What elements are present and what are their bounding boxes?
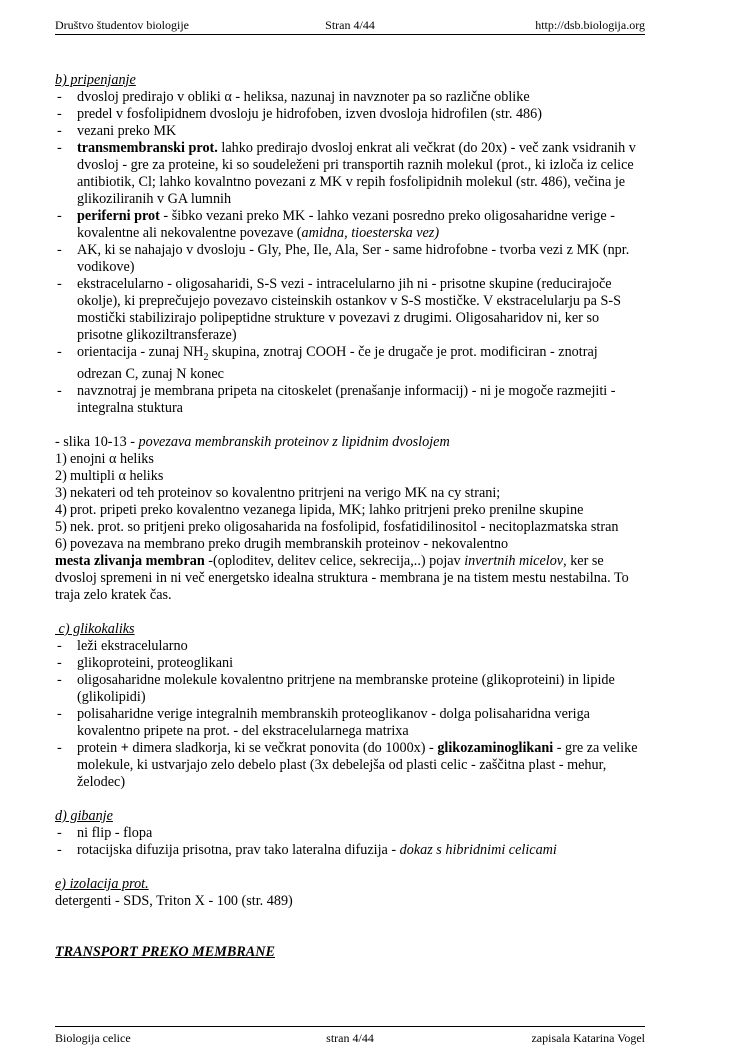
list-item: - navznotraj je membrana pripeta na citoskelet (prenašanje informacij) - ni je mogoče razmejiti - integralna stuktura [55, 383, 645, 417]
list-item: - transmembranski prot. lahko predirajo dvosloj enkrat ali večkrat (do 20x) - več zank vsidranih v dvosloj - gre za proteine, ki so soudeleženi pri transportih raznih molekul (prot., ki izloča iz celice antibiotik, Cl; lahko kovalntno povezani z MK v repih fosfolipidnih molekul (str. 486), večina je glikoziliranih v GA lumnih [55, 140, 645, 208]
list-item: - oligosaharidne molekule kovalentno pritrjene na membranske proteine (glikoproteini) in lipide (glikolipidi) [55, 672, 645, 706]
section-c-title: c) glikokaliks [55, 620, 135, 637]
section-d-list [55, 825, 645, 859]
list-item: - dvosloj predirajo v obliki α - heliksa, nazunaj in navznoter pa so različne oblike [55, 89, 645, 106]
list-item: 1) enojni α heliks [55, 450, 154, 467]
header-page-number: Stran 4/44 [325, 18, 375, 32]
list-item: - orientacija - zunaj $NH_2$ skupina, znotraj COOH - če je drugače je prot. modificiran - znotraj odrezan C, zunaj N konec [55, 344, 645, 383]
list-item: - ni flip - flopa [55, 825, 645, 842]
list-item: 5) nek. prot. so pritjeni preko oligosaharida na fosfolipid, fosfatidilinositol - necitoplazmatska stran [55, 518, 619, 535]
page-footer [55, 1026, 645, 1048]
list-item: - protein + dimera sladkorja, ki se večkrat ponovita (do 1000x) - glikozaminoglikani - gre za velike molekule, ki ustvarjajo zelo debelo plast (3x debelejša od plasti celic - zaščitna plast - mehur, želodec) [55, 740, 645, 791]
section-e-text: detergenti - SDS, Triton X - 100 (str. 489) [55, 892, 293, 909]
list-item: 2) multipli α heliks [55, 467, 164, 484]
footer-left: Biologija celice [55, 1031, 131, 1045]
figure-numbered-list [55, 451, 645, 553]
list-item: - AK, ki se nahajajo v dvosloju - Gly, Phe, Ile, Ala, Ser - same hidrofobne - tvorba vezi z MK (npr. vodikove) [55, 242, 645, 276]
section-d-title: d) gibanje [55, 807, 113, 824]
footer-author: zapisala Katarina Vogel [531, 1031, 645, 1045]
page-header [55, 18, 645, 35]
list-item: - leži ekstracelularno [55, 638, 645, 655]
page-body [55, 72, 645, 961]
membrane-fusion-paragraph: mesta zlivanja membran -(oploditev, delitev celice, sekrecija,..) pojav invertnih micelov, ker se dvosloj spremeni in ni več energetsko idealna struktura - membrana je na tistem mestu nestabilna. To traja zelo kratek čas. [55, 552, 629, 603]
list-item: - glikoproteini, proteoglikani [55, 655, 645, 672]
list-item: - predel v fosfolipidnem dvosloju je hidrofoben, izven dvosloja hidrofilen (str. 486) [55, 106, 645, 123]
list-item: 6) povezava na membrano preko drugih membranskih proteinov - nekovalentno [55, 535, 509, 552]
header-left: Društvo študentov biologije [55, 18, 189, 32]
section-e-title: e) izolacija prot. [55, 875, 149, 892]
header-url: http://dsb.biologija.org [535, 18, 645, 32]
list-item: - polisaharidne verige integralnih membranskih proteoglikanov - dolga polisaharidna veriga kovalentno pripete na prot. - del ekstracelularnega matrixa [55, 706, 645, 740]
footer-page-number: stran 4/44 [326, 1031, 374, 1045]
section-b-list [55, 89, 645, 417]
list-item: - periferni prot - šibko vezani preko MK - lahko vezani posredno preko oligosaharidne verige - kovalentne ali nekovalentne povezave (amidna, tioesterska vez) [55, 208, 645, 242]
section-b-title: b) pripenjanje [55, 72, 136, 88]
transport-heading: TRANSPORT PREKO MEMBRANE [55, 943, 275, 960]
list-item: - vezani preko MK [55, 123, 645, 140]
list-item: - rotacijska difuzija prisotna, prav tako lateralna difuzija - dokaz s hibridnimi celicami [55, 842, 645, 859]
list-item: 3) nekateri od teh proteinov so kovalentno pritrjeni na verigo MK na cy strani; [55, 484, 501, 501]
figure-reference: - slika 10-13 - povezava membranskih proteinov z lipidnim dvoslojem [55, 433, 450, 450]
list-item: 4) prot. pripeti preko kovalentno vezanega lipida, MK; lahko pritrjeni preko prenilne skupine [55, 501, 584, 518]
section-c-list [55, 638, 645, 791]
list-item: - ekstracelularno - oligosaharidi, S-S vezi - intracelularno jih ni - prisotne skupine (reducirajoče okolje), ki preprečujejo povezavo cisteinskih ostankov v S-S mostičke. V ekstracelularju pa S-S mostički stabilizirajo polipeptidne strukture v povezavi z drugimi. Oligosaharidov ni, ker so prisotne glikoziltransferaze) [55, 276, 645, 344]
